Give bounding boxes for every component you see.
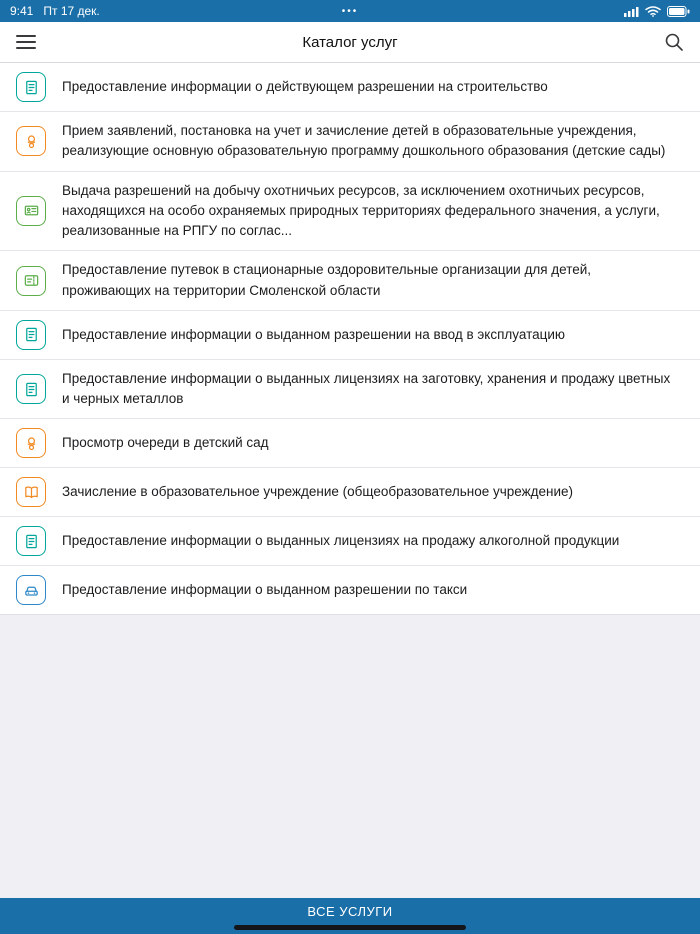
service-title: Просмотр очереди в детский сад [62, 435, 269, 451]
service-list-item[interactable] [0, 172, 700, 252]
service-list-item[interactable] [0, 251, 700, 311]
service-list-item[interactable] [0, 63, 700, 112]
service-title: Зачисление в образовательное учреждение (общеобразовательное учреждение) [62, 484, 574, 500]
service-title: Предоставление информации о выданных лицензиях на заготовку, хранения и продажу цветных и черных металлов [62, 370, 671, 406]
service-list-item[interactable] [0, 360, 700, 420]
status-bar [0, 0, 700, 22]
document-icon [16, 320, 46, 350]
menu-hamburger-icon[interactable] [16, 35, 36, 49]
document-icon [16, 526, 46, 556]
voucher-ticket-icon [16, 266, 46, 296]
all-services-button[interactable]: ВСЕ УСЛУГИ [307, 904, 393, 919]
cellular-signal-icon [624, 6, 639, 17]
document-icon [16, 374, 46, 404]
nav-bar [0, 22, 700, 63]
service-list-item[interactable] [0, 112, 700, 172]
hunting-license-card-icon [16, 196, 46, 226]
home-indicator[interactable] [234, 925, 466, 930]
kindergarten-pacifier-icon [16, 428, 46, 458]
status-center-dots: ••• [341, 5, 359, 17]
service-title: Предоставление информации о выданном разрешении по такси [62, 582, 468, 598]
page-title: Каталог услуг [302, 33, 398, 51]
construction-permit-document-icon [16, 72, 46, 102]
wifi-icon [645, 6, 661, 17]
status-date: Пт 17 дек. [43, 4, 100, 18]
open-book-icon [16, 477, 46, 507]
service-title: Прием заявлений, постановка на учет и зачисление детей в образовательные учреждения, реализующие основную образовательную программу дошкольного образования (детские сады) [62, 123, 666, 159]
service-catalog-list [0, 63, 700, 615]
battery-icon [667, 6, 690, 17]
bottom-bar [0, 898, 700, 934]
service-title: Выдача разрешений на добычу охотничьих ресурсов, за исключением охотничьих ресурсов, находящихся на особо охраняемых природных территориях федерального значения, а услуги, реализованные на РПГУ по соглас... [62, 182, 660, 238]
service-title: Предоставление информации о действующем разрешении на строительство [62, 78, 548, 94]
kindergarten-pacifier-icon [16, 126, 46, 156]
service-title: Предоставление путевок в стационарные оздоровительные организации для детей, проживающих на территории Смоленской области [62, 262, 592, 298]
status-time: 9:41 [10, 4, 34, 18]
service-list-item[interactable] [0, 566, 700, 614]
service-title: Предоставление информации о выданных лицензиях на продажу алкоголной продукции [62, 533, 620, 549]
service-list-item[interactable] [0, 419, 700, 468]
search-icon[interactable] [664, 32, 684, 52]
service-list-item[interactable] [0, 311, 700, 360]
service-list-item[interactable] [0, 517, 700, 566]
taxi-car-icon [16, 575, 46, 605]
service-list-item[interactable] [0, 468, 700, 517]
service-title: Предоставление информации о выданном разрешении на ввод в эксплуатацию [62, 326, 566, 342]
